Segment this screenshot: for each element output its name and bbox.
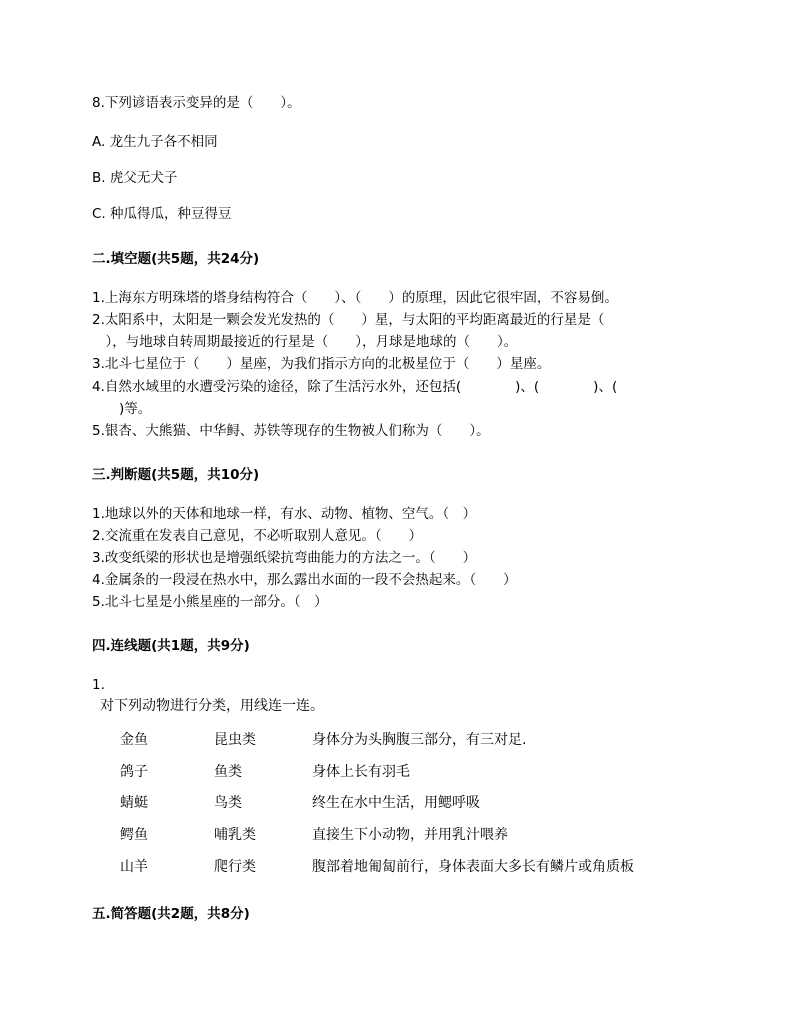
match-category: 爬行类 [214,859,256,875]
match-question-number: 1. [92,677,105,693]
match-animal: 蜻蜓 [120,795,148,811]
match-animal: 鳄鱼 [120,827,148,843]
match-feature: 终生在水中生活，用鳃呼吸 [312,795,480,811]
fill-line-2: 2.太阳系中，太阳是一颗会发光发热的（ ）星，与太阳的平均距离最近的行星是（ [92,312,605,328]
match-category: 鱼类 [214,764,242,780]
match-category: 哺乳类 [214,827,256,843]
match-section-heading: 四.连线题(共1题，共9分) [92,638,250,654]
match-animal: 山羊 [120,859,148,875]
judge-line-3: 3.改变纸梁的形状也是增强纸梁抗弯曲能力的方法之一。（ ） [92,550,477,566]
match-feature: 身体分为头胸腹三部分，有三对足. [312,732,527,748]
fill-line-5: 5.银杏、大熊猫、中华鲟、苏铁等现存的生物被人们称为（ ）。 [92,423,490,439]
fill-line-4-cont: )等。 [92,401,152,417]
fill-section-heading: 二.填空题(共5题，共24分) [92,251,260,267]
short-answer-section-heading: 五.简答题(共2题，共8分) [92,906,250,922]
judge-line-4: 4.金属条的一段浸在热水中，那么露出水面的一段不会热起来。（ ） [92,572,517,588]
q8-stem: 8.下列谚语表示变异的是（ ）。 [92,95,301,111]
q8-option-a: A. 龙生九子各不相同 [92,134,218,150]
match-category: 昆虫类 [214,732,256,748]
match-instruction: 对下列动物进行分类，用线连一连。 [100,698,324,714]
q8-option-c: C. 种瓜得瓜，种豆得豆 [92,206,232,222]
match-feature: 身体上长有羽毛 [312,764,410,780]
fill-line-2-cont: ），与地球自转周期最接近的行星是（ ），月球是地球的（ ）。 [92,334,518,350]
judge-section-heading: 三.判断题(共5题，共10分) [92,467,260,483]
fill-line-1: 1.上海东方明珠塔的塔身结构符合（ ）、（ ）的原理，因此它很牢固，不容易倒。 [92,290,618,306]
judge-line-5: 5.北斗七星是小熊星座的一部分。（ ） [92,594,328,610]
match-animal: 金鱼 [120,732,148,748]
q8-option-b: B. 虎父无犬子 [92,170,178,186]
fill-line-3: 3.北斗七星位于（ ）星座，为我们指示方向的北极星位于（ ）星座。 [92,356,551,372]
match-category: 鸟类 [214,795,242,811]
match-feature: 直接生下小动物，并用乳汁喂养 [312,827,508,843]
match-feature: 腹部着地匍匐前行，身体表面大多长有鳞片或角质板 [312,859,634,875]
fill-line-4: 4.自然水域里的水遭受污染的途径，除了生活污水外，还包括( )、( )、( [92,379,618,395]
judge-line-1: 1.地球以外的天体和地球一样，有水、动物、植物、空气。（ ） [92,506,477,522]
judge-line-2: 2.交流重在发表自己意见，不必听取别人意见。（ ） [92,528,423,544]
match-animal: 鸽子 [120,764,148,780]
